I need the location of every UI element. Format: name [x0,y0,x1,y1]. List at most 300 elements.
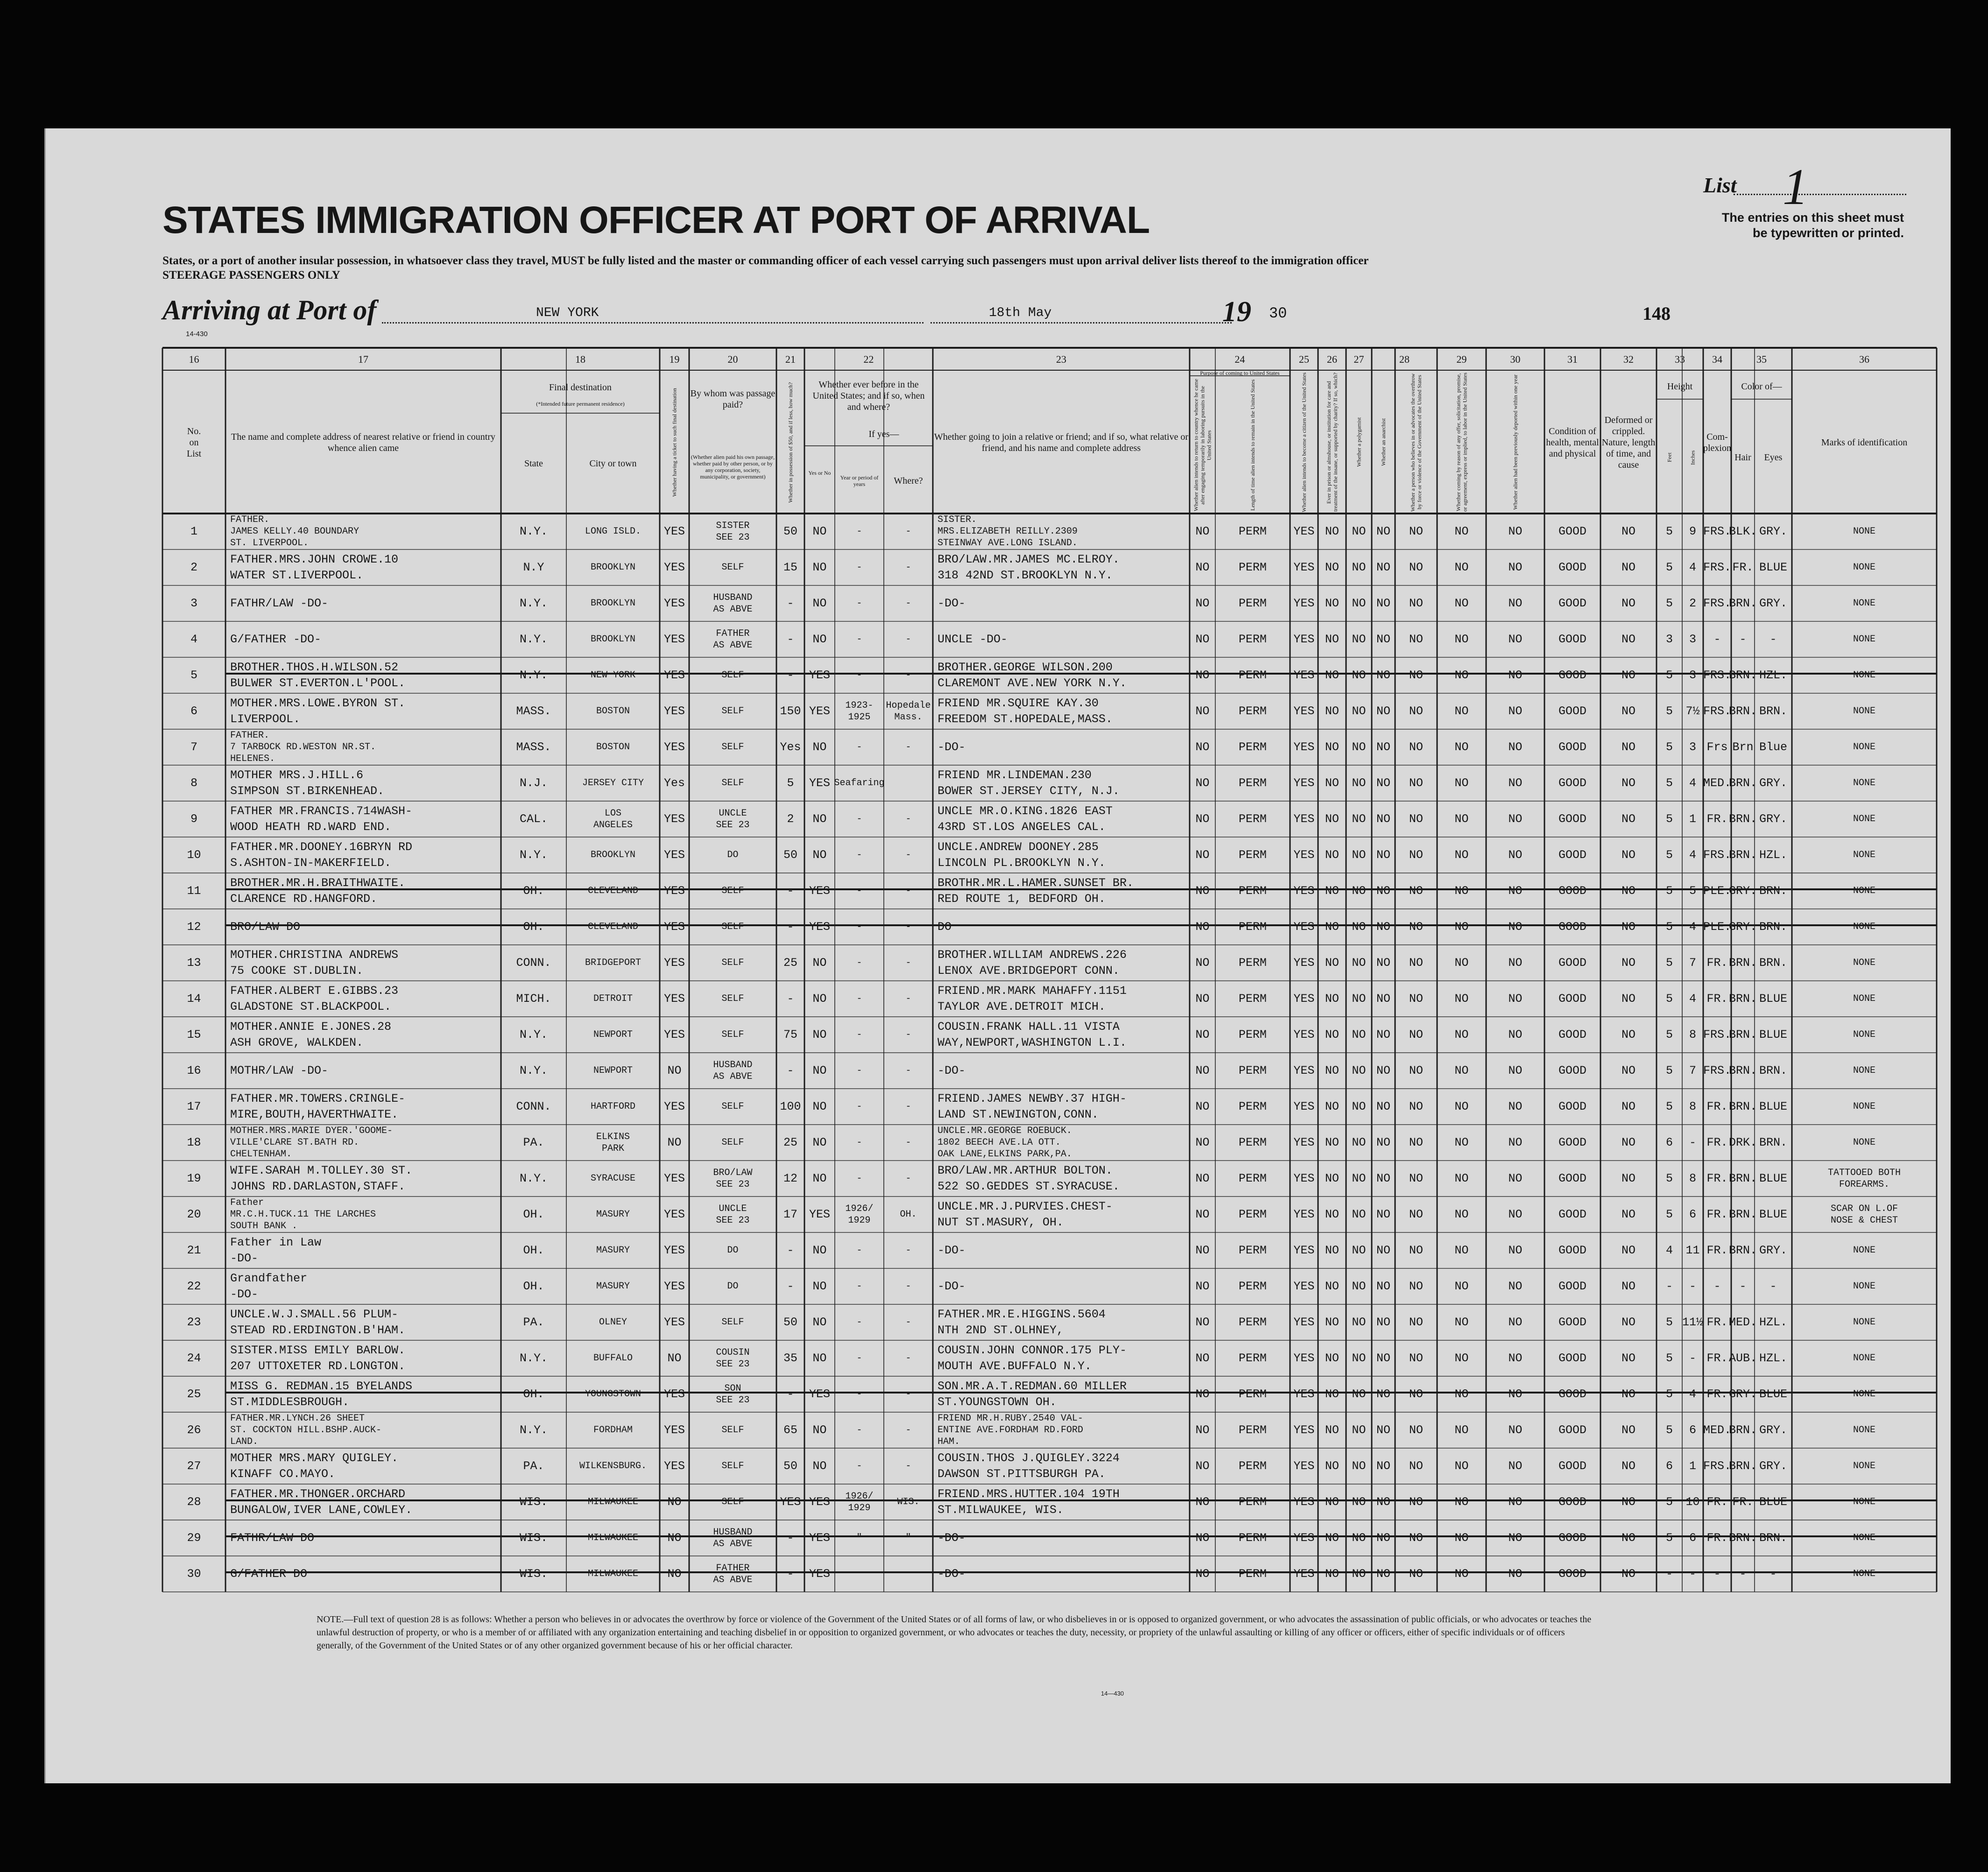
table-cell-hair: BRN. [1729,956,1757,970]
table-cell-relative: Father in Law -DO- [230,1235,322,1265]
table-cell-deported: NO [1508,1171,1523,1185]
table-cell-deported: NO [1508,524,1523,538]
table-cell-advocates: NO [1409,1423,1423,1437]
table-cell-city: BROOKLYN [590,598,635,609]
table-cell-eyes: - [1769,1567,1777,1581]
table-cell-join: UNCLE -DO- [938,632,1008,646]
table-cell-offer: NO [1454,1171,1469,1185]
table-cell-join: -DO- [938,1063,966,1077]
table-cell-year: - [856,1461,862,1471]
table-cell-citizen: YES [1293,1099,1315,1113]
row-number: 12 [187,920,201,934]
table-cell-deported: NO [1508,884,1523,898]
table-cell-polygamist: NO [1352,1171,1366,1185]
table-cell-feet: 6 [1665,1135,1673,1149]
table-cell-citizen: YES [1293,596,1315,610]
table-cell-advocates: NO [1409,1495,1423,1509]
table-cell-polygamist: NO [1352,1315,1366,1329]
table-cell-ticket: Yes [663,776,685,790]
table-cell-join: FRIEND MR.LINDEMAN.230 BOWER ST.JERSEY CITY, N.J. [938,768,1120,798]
row-number: 6 [190,704,197,718]
table-cell-anarchist: NO [1376,560,1390,574]
table-cell-anarchist: NO [1376,1315,1390,1329]
table-cell-hair: - [1739,632,1747,646]
table-cell-year: - [856,634,862,645]
table-cell-advocates: NO [1409,1207,1423,1221]
table-cell-money: - [787,920,794,934]
table-cell-length: PERM [1238,1459,1267,1473]
table-cell-return: NO [1195,1387,1210,1401]
column-header: Marks of identification [1821,437,1908,448]
table-cell-where: - [905,1173,911,1184]
table-cell-before: NO [812,1243,827,1257]
table-cell-anarchist: NO [1376,668,1390,682]
table-cell-offer: NO [1454,1387,1469,1401]
table-cell-where: - [905,1137,911,1148]
table-cell-join: -DO- [938,1279,966,1293]
table-cell-deported: NO [1508,920,1523,934]
table-cell-city: HARTFORD [590,1101,635,1112]
table-cell-health: GOOD [1558,1063,1586,1077]
table-cell-prison: NO [1325,920,1339,934]
table-cell-anarchist: NO [1376,1027,1390,1042]
table-cell-inches: - [1689,1567,1696,1581]
table-cell-state: CONN. [516,956,551,970]
table-cell-relative: WIFE.SARAH M.TOLLEY.30 ST. JOHNS RD.DARLASTON,STAFF. [230,1163,413,1193]
table-cell-state: PA. [523,1315,544,1329]
table-cell-prison: NO [1325,1243,1339,1257]
table-cell-year: 1926/ 1929 [845,1203,874,1226]
table-cell-return: NO [1195,920,1210,934]
table-cell-deported: NO [1508,632,1523,646]
table-cell-complexion: MED. [1703,1423,1732,1437]
table-cell-paid-by: SISTER SEE 23 [716,520,750,543]
table-cell-eyes: GRY. [1759,812,1787,826]
table-cell-ticket: YES [663,956,685,970]
table-cell-advocates: NO [1409,1063,1423,1077]
table-cell-paid-by: COUSIN SEE 23 [716,1347,750,1370]
table-cell-deformed: NO [1621,1171,1636,1185]
date-fill-line [931,322,1232,324]
table-cell-anarchist: NO [1376,1531,1390,1545]
table-cell-advocates: NO [1409,740,1423,754]
column-number: 35 [1756,353,1767,365]
table-cell-inches: 7 [1689,956,1696,970]
table-cell-marks: NONE [1853,1065,1875,1076]
table-cell-anarchist: NO [1376,1459,1390,1473]
table-cell-relative: FATHER.MR.TOWERS.CRINGLE- MIRE,BOUTH,HAVERTHWAITE. [230,1091,406,1121]
table-cell-paid-by: SELF [721,1461,744,1471]
table-cell-feet: 5 [1665,1423,1673,1437]
table-cell-feet: - [1665,1279,1673,1293]
table-cell-year: - [856,526,862,537]
table-cell-offer: NO [1454,668,1469,682]
table-cell-money: - [787,1387,794,1401]
table-cell-polygamist: NO [1352,776,1366,790]
table-cell-where: Hopedale Mass. [886,700,931,723]
table-cell-inches: 4 [1689,848,1696,862]
table-cell-ticket: NO [667,1063,682,1077]
table-cell-ticket: YES [663,1243,685,1257]
table-cell-year: - [856,562,862,573]
table-cell-paid-by: SELF [721,922,744,932]
table-cell-offer: NO [1454,740,1469,754]
table-cell-deformed: NO [1621,1351,1636,1365]
table-cell-marks: NONE [1853,706,1875,717]
table-cell-eyes: GRY. [1759,776,1787,790]
table-cell-anarchist: NO [1376,1243,1390,1257]
table-cell-hair: FR. [1732,560,1754,574]
table-cell-deformed: NO [1621,596,1636,610]
table-cell-deported: NO [1508,740,1523,754]
table-cell-prison: NO [1325,1063,1339,1077]
table-cell-before: YES [809,668,830,682]
page-title: STATES IMMIGRATION OFFICER AT PORT OF ARRIVAL [162,199,1150,241]
table-cell-complexion: - [1713,1567,1721,1581]
table-cell-offer: NO [1454,956,1469,970]
table-cell-return: NO [1195,596,1210,610]
table-cell-polygamist: NO [1352,1567,1366,1581]
row-number: 8 [190,776,197,790]
table-cell-polygamist: NO [1352,1027,1366,1042]
table-cell-polygamist: NO [1352,668,1366,682]
table-cell-anarchist: NO [1376,1567,1390,1581]
table-cell-return: NO [1195,560,1210,574]
table-cell-money: 2 [787,812,794,826]
table-cell-offer: NO [1454,596,1469,610]
table-cell-relative: SISTER.MISS EMILY BARLOW. 207 UTTOXETER RD.LONGTON. [230,1343,406,1373]
table-cell-advocates: NO [1409,1171,1423,1185]
column-number: 23 [1056,353,1066,365]
table-cell-prison: NO [1325,1423,1339,1437]
table-cell-feet: 6 [1665,1459,1673,1473]
table-cell-length: PERM [1238,920,1267,934]
arriving-label: Arriving at Port of [162,295,377,325]
table-cell-before: YES [809,1495,830,1509]
table-cell-feet: 5 [1665,1531,1673,1545]
table-cell-anarchist: NO [1376,812,1390,826]
column-subheader: Inches [1689,450,1696,465]
table-cell-citizen: YES [1293,1567,1315,1581]
table-cell-return: NO [1195,1171,1210,1185]
table-cell-money: - [787,1279,794,1293]
table-cell-year: - [856,1173,862,1184]
table-cell-paid-by: SELF [721,1137,744,1148]
column-header: Whether having a ticket to such final destination [671,388,678,497]
table-cell-year: - [856,1425,862,1436]
table-cell-relative: MOTHER.ANNIE E.JONES.28 ASH GROVE, WALKDEN. [230,1020,392,1049]
strike-through-line [226,1571,1937,1573]
table-cell-deported: NO [1508,1459,1523,1473]
table-cell-deformed: NO [1621,704,1636,718]
table-cell-citizen: YES [1293,1171,1315,1185]
column-header: Whether going to join a relative or friend; and if so, what relative or friend, and his name and complete address [934,431,1189,453]
table-cell-eyes: BRN. [1759,884,1787,898]
table-cell-complexion: FR. [1706,1495,1728,1509]
table-cell-feet: 5 [1665,776,1673,790]
table-cell-complexion: FRS. [1703,668,1732,682]
table-cell-before: NO [812,560,827,574]
table-cell-citizen: YES [1293,1063,1315,1077]
table-cell-deported: NO [1508,1135,1523,1149]
table-cell-deformed: NO [1621,1459,1636,1473]
table-cell-feet: 5 [1665,848,1673,862]
table-cell-year: " [856,1533,862,1543]
table-cell-length: PERM [1238,1135,1267,1149]
table-cell-feet: 5 [1665,1387,1673,1401]
table-cell-paid-by: SELF [721,562,744,573]
table-cell-money: 35 [783,1351,797,1365]
table-cell-feet: 5 [1665,1351,1673,1365]
table-cell-prison: NO [1325,1351,1339,1365]
table-cell-where: WIS. [897,1497,920,1507]
table-cell-prison: NO [1325,1027,1339,1042]
row-number: 28 [187,1495,201,1509]
table-cell-money: YES [780,1495,801,1509]
table-cell-year: - [856,742,862,753]
table-cell-complexion: FRS. [1703,1063,1732,1077]
table-cell-polygamist: NO [1352,1423,1366,1437]
table-cell-health: GOOD [1558,1567,1586,1581]
table-cell-length: PERM [1238,848,1267,862]
table-cell-prison: NO [1325,632,1339,646]
year-suffix: 30 [1269,305,1287,322]
table-cell-feet: 5 [1665,812,1673,826]
table-cell-complexion: FR. [1706,1171,1728,1185]
table-cell-inches: 4 [1689,560,1696,574]
table-cell-marks: NONE [1853,670,1875,681]
table-cell-before: NO [812,596,827,610]
table-cell-advocates: NO [1409,1351,1423,1365]
table-cell-money: 100 [780,1099,801,1113]
strike-through-line [226,1499,1937,1501]
table-cell-offer: NO [1454,920,1469,934]
table-cell-before: NO [812,1171,827,1185]
typewritten-note: The entries on this sheet must be typewritten or printed. [1721,211,1904,240]
column-header: Whether alien had been previously deported within one year [1512,374,1519,510]
table-cell-before: NO [812,992,827,1006]
manifest-table [162,348,1937,1604]
table-cell-paid-by: SELF [721,706,744,717]
table-cell-polygamist: NO [1352,1387,1366,1401]
table-cell-before: NO [812,1099,827,1113]
table-cell-health: GOOD [1558,1351,1586,1365]
table-cell-state: N.Y. [519,668,548,682]
table-cell-before: NO [812,740,827,754]
table-cell-anarchist: NO [1376,1387,1390,1401]
table-cell-inches: 8 [1689,1171,1696,1185]
table-cell-anarchist: NO [1376,1099,1390,1113]
table-cell-offer: NO [1454,704,1469,718]
table-cell-join: UNCLE.MR.J.PURVIES.CHEST- NUT ST.MASURY, OH. [938,1199,1113,1229]
table-cell-hair: BRN. [1729,1207,1757,1221]
table-cell-before: YES [809,1207,830,1221]
table-cell-year: 1926/ 1929 [845,1491,874,1513]
table-cell-hair: BRN. [1729,812,1757,826]
table-cell-complexion: MED. [1703,776,1732,790]
table-cell-length: PERM [1238,1495,1267,1509]
table-cell-feet: 5 [1665,740,1673,754]
table-cell-marks: NONE [1853,1281,1875,1292]
table-cell-prison: NO [1325,560,1339,574]
table-cell-return: NO [1195,1531,1210,1545]
table-cell-feet: 5 [1665,956,1673,970]
table-cell-join: DO [938,920,952,934]
table-cell-polygamist: NO [1352,1495,1366,1509]
table-cell-year: - [856,1353,862,1364]
table-cell-marks: NONE [1853,1497,1875,1507]
table-cell-complexion: FR. [1706,1135,1728,1149]
table-cell-deported: NO [1508,668,1523,682]
table-cell-inches: 6 [1689,1423,1696,1437]
table-cell-citizen: YES [1293,1351,1315,1365]
table-cell-deformed: NO [1621,560,1636,574]
table-cell-inches: - [1689,1135,1696,1149]
table-cell-where [884,765,933,801]
table-cell-money: 50 [783,1315,797,1329]
table-cell-complexion: FR. [1706,956,1728,970]
table-cell-paid-by: SELF [721,993,744,1004]
table-cell-marks: NONE [1853,1353,1875,1364]
table-cell-health: GOOD [1558,1171,1586,1185]
table-cell-year: - [856,886,862,896]
table-cell-citizen: YES [1293,1243,1315,1257]
table-cell-state: N.Y. [519,848,548,862]
table-cell-advocates: NO [1409,1567,1423,1581]
table-cell-feet: 4 [1665,1243,1673,1257]
table-cell-year: - [856,993,862,1004]
table-cell-offer: NO [1454,632,1469,646]
table-cell-deformed: NO [1621,1279,1636,1293]
table-cell-length: PERM [1238,596,1267,610]
table-cell-citizen: YES [1293,884,1315,898]
table-cell-hair: DRK. [1729,1135,1757,1149]
table-cell-state: CONN. [516,1099,551,1113]
table-cell-city: YOUNGSTOWN [585,1389,642,1400]
table-cell-city: DETROIT [593,993,633,1004]
table-cell-where: - [905,1461,911,1471]
strike-through-line [226,924,1937,926]
table-cell-marks: NONE [1853,814,1875,824]
table-cell-eyes: BLUE [1759,1099,1787,1113]
table-cell-eyes: BRN. [1759,920,1787,934]
table-cell-before: YES [809,1531,830,1545]
table-cell-where: - [905,526,911,537]
table-cell-hair: - [1739,1279,1747,1293]
table-cell-health: GOOD [1558,1099,1586,1113]
table-cell-marks: NONE [1853,1425,1875,1436]
column-subheader: Whether alien intends to return to country whence he came after engaging temporarily in laboring pursuits in the United States [1192,379,1213,512]
table-cell-join: COUSIN.FRANK HALL.11 VISTA WAY,NEWPORT,WASHINGTON L.I. [938,1020,1127,1049]
table-cell-paid-by: HUSBAND AS ABVE [713,1527,753,1549]
table-cell-offer: NO [1454,812,1469,826]
column-number: 19 [669,353,680,365]
row-number: 23 [187,1315,201,1329]
column-subheader: Yes or No [808,469,831,476]
column-number: 33 [1675,353,1685,365]
table-cell-deported: NO [1508,776,1523,790]
table-cell-hair: BRN. [1729,776,1757,790]
table-cell-anarchist: NO [1376,920,1390,934]
table-cell-city: LOS ANGELES [593,808,633,830]
table-cell-polygamist: NO [1352,848,1366,862]
row-number: 20 [187,1207,201,1221]
table-cell-state: WIS. [519,1531,548,1545]
table-cell-return: NO [1195,1099,1210,1113]
table-cell-anarchist: NO [1376,1135,1390,1149]
table-cell-join: BRO/LAW.MR.ARTHUR BOLTON. 522 SO.GEDDES ST.SYRACUSE. [938,1163,1120,1193]
table-cell-money: 75 [783,1027,797,1042]
table-cell-length: PERM [1238,1171,1267,1185]
table-cell-state: OH. [523,920,544,934]
table-cell-prison: NO [1325,1567,1339,1581]
table-cell-state: N.Y [523,560,544,574]
table-cell-advocates: NO [1409,1243,1423,1257]
column-number: 26 [1327,353,1337,365]
table-cell-join: FRIEND.JAMES NEWBY.37 HIGH- LAND ST.NEWINGTON,CONN. [938,1091,1127,1121]
table-cell-offer: NO [1454,1279,1469,1293]
table-cell-offer: NO [1454,1027,1469,1042]
table-cell-year: - [856,1245,862,1256]
column-number: 29 [1456,353,1467,365]
table-cell-eyes: BRN. [1759,704,1787,718]
table-cell-relative: FATHER. JAMES KELLY.40 BOUNDARY ST. LIVERPOOL. [230,514,360,549]
table-cell-health: GOOD [1558,668,1586,682]
table-cell-relative: Grandfather -DO- [230,1271,308,1301]
table-cell-eyes: BLUE [1759,560,1787,574]
table-cell-anarchist: NO [1376,740,1390,754]
table-cell-city: NEWPORT [593,1029,633,1040]
table-cell-inches: 10 [1685,1495,1700,1509]
table-cell-deformed: NO [1621,776,1636,790]
table-cell-where: - [905,957,911,968]
table-cell-feet: 5 [1665,1063,1673,1077]
table-cell-city: MILWAUKEE [587,1533,639,1543]
table-cell-anarchist: NO [1376,1423,1390,1437]
table-cell-state: N.Y. [519,1171,548,1185]
table-cell-feet: 5 [1665,920,1673,934]
table-cell-join: FRIEND.MR.MARK MAHAFFY.1151 TAYLOR AVE.DETROIT MICH. [938,984,1127,1013]
table-cell-marks: NONE [1853,886,1875,896]
table-cell-prison: NO [1325,1531,1339,1545]
table-cell-deformed: NO [1621,1027,1636,1042]
table-cell-return: NO [1195,1027,1210,1042]
table-cell-citizen: YES [1293,524,1315,538]
instructions-text: States, or a port of another insular possession, in whatsoever class they travel, MUST be fully listed and the master or commanding officer of each vessel carrying such passengers must upon arrival deliver lists thereof to the immigration officer STEERAGE PASSENGERS ONLY [162,254,1369,282]
table-cell-offer: NO [1454,560,1469,574]
table-cell-length: PERM [1238,1567,1267,1581]
table-cell-paid-by: SELF [721,886,744,896]
table-cell-deported: NO [1508,992,1523,1006]
table-cell-return: NO [1195,1567,1210,1581]
table-cell-return: NO [1195,632,1210,646]
table-cell-year: - [856,922,862,932]
table-cell-deformed: NO [1621,992,1636,1006]
row-number: 15 [187,1027,201,1042]
table-cell-length: PERM [1238,1207,1267,1221]
table-cell-eyes: GRY. [1759,596,1787,610]
table-cell-prison: NO [1325,524,1339,538]
table-cell-city: BROOKLYN [590,850,635,860]
table-cell-feet: 5 [1665,560,1673,574]
table-cell-paid-by: DO [727,1281,739,1292]
table-cell-polygamist: NO [1352,740,1366,754]
table-cell-eyes: - [1769,1279,1777,1293]
table-cell-before: NO [812,1279,827,1293]
table-cell-deported: NO [1508,1531,1523,1545]
column-header: By whom was passage paid? [690,388,775,410]
table-cell-prison: NO [1325,812,1339,826]
